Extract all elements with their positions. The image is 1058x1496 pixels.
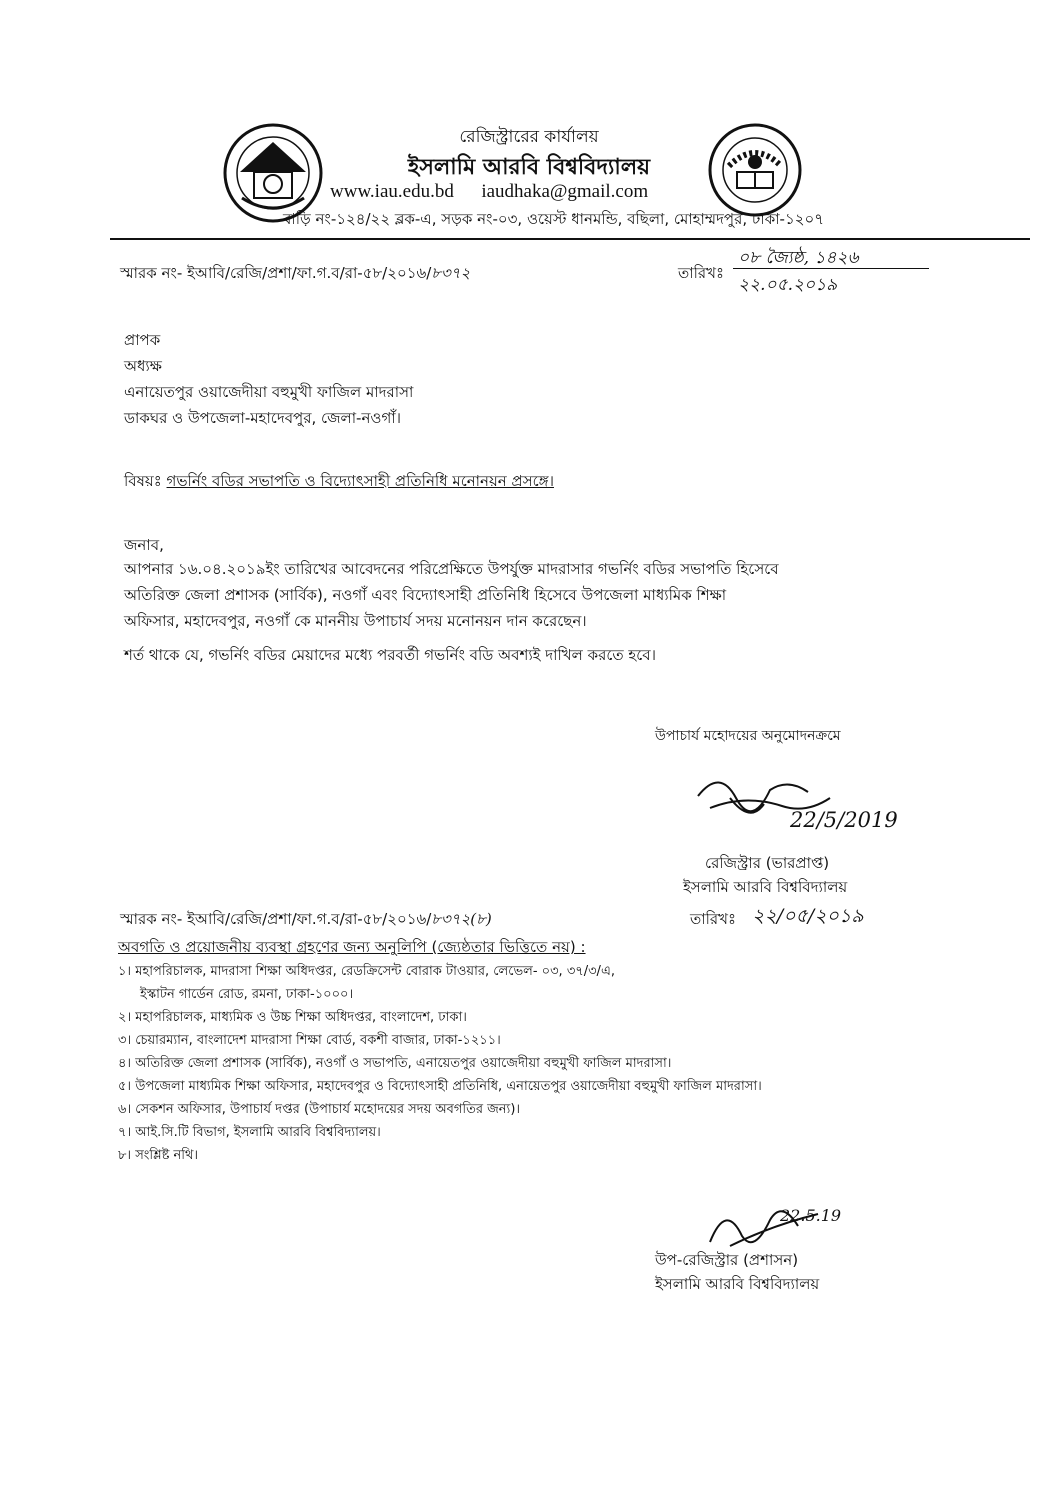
subject-line (124, 470, 554, 495)
memo-reference: স্মারক নং- ইআবি/রেজি/প্রশা/ফা.গ.ব/রা-৫৮/২০১৬/৮৩৭২ (120, 264, 471, 282)
subject-label: বিষয়ঃ (124, 472, 162, 490)
contact-line (330, 181, 648, 203)
recipient-institution: এনায়েতপুর ওয়াজেদীয়া বহুমুখী ফাজিল মাদরাসা (124, 383, 414, 401)
memo-date-bangla: ০৮ জ্যৈষ্ঠ, ১৪২৬ (738, 248, 859, 268)
university-name: ইসলামি আরবি বিশ্ববিদ্যালয় (407, 155, 651, 180)
body-paragraph (124, 556, 924, 634)
copies-list (118, 960, 938, 1167)
body-condition: শর্ত থাকে যে, গভর্নিং বডির মেয়াদের মধ্যে পরবর্তী গভর্নিং বডি অবশ্যই দাখিল করতে হবে। (124, 646, 656, 664)
body-line: অফিসার, মহাদেবপুর, নওগাঁ কে মাননীয় উপাচার্য সদয় মনোনয়ন দান করেছেন। (124, 612, 587, 630)
registrar-designation: রেজিস্ট্রার (ভারপ্রাপ্ত) (705, 854, 830, 872)
recipient-title: অধ্যক্ষ (124, 357, 162, 375)
registrar-university: ইসলামি আরবি বিশ্ববিদ্যালয় (683, 878, 848, 896)
deputy-registrar-university: ইসলামি আরবি বিশ্ববিদ্যালয় (655, 1275, 820, 1293)
deputy-registrar-signature-date: 22.5.19 (780, 1206, 842, 1225)
website-link[interactable]: www.iau.edu.bd (330, 181, 454, 202)
memo2-date-label: তারিখঃ (690, 910, 736, 928)
memo2-reference: স্মারক নং- ইআবি/রেজি/প্রশা/ফা.গ.ব/রা-৫৮/২০১৬/৮৩৭২(৮) (120, 910, 492, 928)
memo-date-rule (733, 268, 929, 269)
copy-item: ৪। অতিরিক্ত জেলা প্রশাসক (সার্বিক), নওগাঁ ও সভাপতি, এনায়েতপুর ওয়াজেদীয়া বহুমুখী ফাজিল মাদরাসা। (118, 1056, 672, 1071)
copy-item-continued: ইস্কাটন গার্ডেন রোড, রমনা, ঢাকা-১০০০। (140, 987, 354, 1002)
header-divider (110, 238, 1030, 240)
memo-ref-handwritten: ৮৩৭২ (431, 264, 471, 282)
copy-item: ২। মহাপরিচালক, মাধ্যমিক ও উচ্চ শিক্ষা অধিদপ্তর, বাংলাদেশ, ঢাকা। (118, 1010, 467, 1025)
deputy-registrar-designation: উপ-রেজিস্ট্রার (প্রশাসন) (655, 1251, 799, 1269)
email-link[interactable]: iaudhaka@gmail.com (481, 181, 649, 202)
copy-item: ৬। সেকশন অফিসার, উপাচার্য দপ্তর (উপাচার্য মহোদয়ের সদয় অবগতির জন্য)। (118, 1102, 521, 1117)
copy-item: ৮। সংশ্লিষ্ট নথি। (118, 1148, 199, 1163)
body-line: অতিরিক্ত জেলা প্রশাসক (সার্বিক), নওগাঁ এবং বিদ্যোৎসাহী প্রতিনিধি হিসেবে উপজেলা মাধ্যমিক শিক্ষা (124, 586, 727, 604)
memo2-ref-handwritten: ৮৩৭২(৮) (431, 910, 492, 928)
copies-heading: অবগতি ও প্রয়োজনীয় ব্যবস্থা গ্রহণের জন্য অনুলিপি (জ্যেষ্ঠতার ভিত্তিতে নয়) : (118, 938, 586, 956)
header-address: বাড়ি নং-১২৪/২২ ব্লক-এ, সড়ক নং-০৩, ওয়েস্ট ধানমন্ডি, বছিলা, মোহাম্মদপুর, ঢাকা-১২০৭ (283, 210, 824, 228)
memo-date-english: ২২.০৫.২০১৯ (738, 275, 838, 295)
salutation: জনাব, (124, 536, 164, 554)
recipient-label: প্রাপক (124, 331, 161, 349)
registrar-signature-date: 22/5/2019 (790, 808, 898, 832)
copy-item: ১। মহাপরিচালক, মাদরাসা শিক্ষা অধিদপ্তর, রেডক্রিসেন্ট বোরাক টাওয়ার, লেভেল- ০৩, ৩৭/৩/এ, (118, 964, 615, 979)
body-line: আপনার ১৬.০৪.২০১৯ইং তারিখের আবেদনের পরিপ্রেক্ষিতে উপর্যুক্ত মাদরাসার গভর্নিং বডির সভাপতি হিসেবে (124, 560, 779, 578)
memo2-date-handwritten: ২২/০৫/২০১৯ (752, 905, 864, 927)
copy-item: ৭। আই.সি.টি বিভাগ, ইসলামি আরবি বিশ্ববিদ্যালয়। (118, 1125, 381, 1140)
deputy-registrar-signature (700, 1196, 830, 1256)
copy-item: ৫। উপজেলা মাধ্যমিক শিক্ষা অফিসার, মহাদেবপুর ও বিদ্যোৎসাহী প্রতিনিধি, এনায়েতপুর ওয়াজেদীয়া বহুমুখী ফাজিল মাদরাসা। (118, 1079, 762, 1094)
subject-text: গভর্নিং বডির সভাপতি ও বিদ্যোৎসাহী প্রতিনিধি মনোনয়ন প্রসঙ্গে। (166, 472, 554, 490)
memo-date-label: তারিখঃ (678, 264, 724, 282)
copy-item: ৩। চেয়ারম্যান, বাংলাদেশ মাদরাসা শিক্ষা বোর্ড, বকশী বাজার, ঢাকা-১২১১। (118, 1033, 501, 1048)
office-name: রেজিস্ট্রারের কার্যালয় (459, 127, 599, 147)
recipient-address: ডাকঘর ও উপজেলা-মহাদেবপুর, জেলা-নওগাঁ। (124, 409, 401, 427)
approval-note: উপাচার্য মহোদয়ের অনুমোদনক্রমে (655, 728, 841, 744)
